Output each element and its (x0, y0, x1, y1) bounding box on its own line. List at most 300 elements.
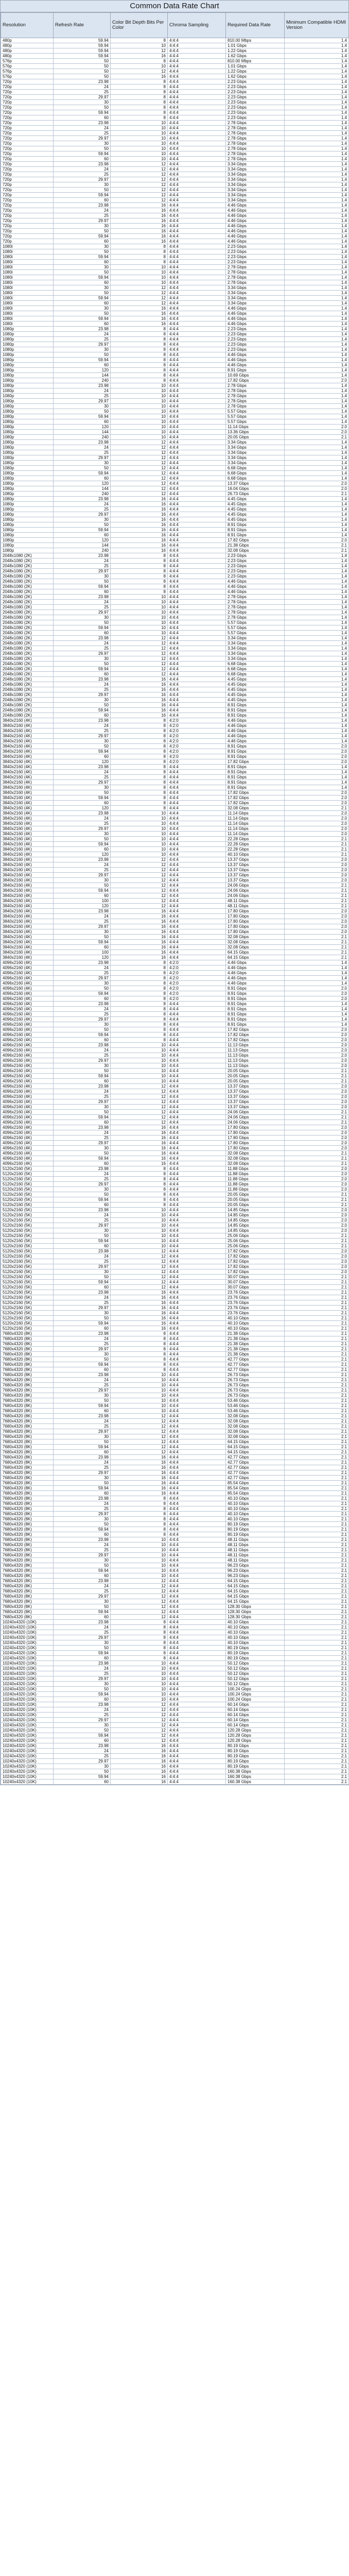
chroma-cell: 4:4:4 (168, 126, 226, 131)
refresh-rate-cell: 24 (54, 1584, 111, 1589)
resolution-cell: 5120x2160 (5K) (1, 1295, 54, 1300)
refresh-rate-cell: 25 (54, 450, 111, 455)
table-row (1, 826, 349, 832)
resolution-cell: 10240x4320 (10K) (1, 1774, 54, 1780)
chroma-cell: 4:4:4 (168, 1671, 226, 1676)
bit-depth-cell: 16 (111, 1743, 168, 1749)
bit-depth-cell: 12 (111, 868, 168, 873)
hdmi-version-cell: 1.4 (285, 342, 349, 347)
table-row (1, 919, 349, 924)
resolution-cell: 720p (1, 115, 54, 121)
refresh-rate-cell: 59.94 (54, 316, 111, 321)
refresh-rate-cell: 60 (54, 1450, 111, 1455)
bit-depth-cell: 8 (111, 1012, 168, 1017)
hdmi-version-cell: 2.1 (285, 1311, 349, 1316)
bit-depth-cell: 8 (111, 38, 168, 43)
hdmi-version-cell: 2.1 (285, 1481, 349, 1486)
hdmi-version-cell: 1.4 (285, 218, 349, 224)
table-row (1, 1316, 349, 1321)
chroma-cell: 4:4:4 (168, 466, 226, 471)
data-rate-cell: 17.82 Gbps (226, 1032, 285, 1038)
data-rate-cell: 2.78 Gbps (226, 275, 285, 280)
hdmi-version-cell: 2.1 (285, 1640, 349, 1646)
resolution-cell: 3840x2160 (4K) (1, 904, 54, 909)
refresh-rate-cell: 59.94 (54, 1486, 111, 1491)
resolution-cell: 1080p (1, 337, 54, 342)
chroma-cell: 4:4:4 (168, 899, 226, 904)
table-row (1, 708, 349, 713)
resolution-cell: 720p (1, 121, 54, 126)
table-row (1, 383, 349, 388)
bit-depth-cell: 8 (111, 1522, 168, 1527)
resolution-cell: 1080p (1, 352, 54, 358)
data-rate-cell: 11.14 Gbps (226, 832, 285, 837)
refresh-rate-cell: 60 (54, 1780, 111, 1785)
data-rate-cell: 17.80 Gbps (226, 1141, 285, 1146)
bit-depth-cell: 12 (111, 177, 168, 182)
data-rate-cell: 2.78 Gbps (226, 383, 285, 388)
refresh-rate-cell: 240 (54, 435, 111, 440)
chroma-cell: 4:4:4 (168, 1331, 226, 1336)
bit-depth-cell: 12 (111, 1115, 168, 1120)
bit-depth-cell: 12 (111, 1264, 168, 1269)
hdmi-version-cell: 2.0 (285, 1254, 349, 1259)
chroma-cell: 4:4:4 (168, 1450, 226, 1455)
resolution-cell: 10240x4320 (10K) (1, 1620, 54, 1625)
data-rate-cell: 14.85 Gbps (226, 1218, 285, 1223)
hdmi-version-cell: 2.0 (285, 1048, 349, 1053)
refresh-rate-cell: 25 (54, 507, 111, 512)
hdmi-version-cell: 2.0 (285, 832, 349, 837)
bit-depth-cell: 16 (111, 1290, 168, 1295)
table-row (1, 136, 349, 141)
data-rate-cell: 4.46 Gbps (226, 579, 285, 584)
chroma-cell: 4:4:4 (168, 1156, 226, 1161)
chroma-cell: 4:4:4 (168, 1692, 226, 1697)
chroma-cell: 4:4:4 (168, 1264, 226, 1269)
data-rate-cell: 2.23 Gbps (226, 332, 285, 337)
bit-depth-cell: 12 (111, 1269, 168, 1275)
refresh-rate-cell: 30 (54, 1764, 111, 1769)
refresh-rate-cell: 24 (54, 816, 111, 821)
header-min-hdmi-version: Minimum Compatible HDMI Version (285, 13, 349, 38)
hdmi-version-cell: 2.1 (285, 1244, 349, 1249)
chroma-cell: 4:4:4 (168, 1115, 226, 1120)
bit-depth-cell: 16 (111, 1141, 168, 1146)
hdmi-version-cell: 2.0 (285, 1259, 349, 1264)
bit-depth-cell: 8 (111, 960, 168, 965)
bit-depth-cell: 12 (111, 455, 168, 461)
refresh-rate-cell: 60 (54, 1573, 111, 1579)
data-rate-cell: 6.68 Gbps (226, 672, 285, 677)
refresh-rate-cell: 23.98 (54, 1125, 111, 1130)
hdmi-version-cell: 2.0 (285, 996, 349, 1002)
data-rate-cell: 64.15 Gbps (226, 1450, 285, 1455)
bit-depth-cell: 8 (111, 734, 168, 739)
chroma-cell: 4:4:4 (168, 316, 226, 321)
chroma-cell: 4:4:4 (168, 1661, 226, 1666)
table-row (1, 1249, 349, 1254)
bit-depth-cell: 16 (111, 950, 168, 955)
hdmi-version-cell: 1.4 (285, 734, 349, 739)
refresh-rate-cell: 24 (54, 1501, 111, 1506)
refresh-rate-cell: 59.94 (54, 1321, 111, 1326)
bit-depth-cell: 12 (111, 641, 168, 646)
table-row (1, 1424, 349, 1429)
refresh-rate-cell: 30 (54, 1105, 111, 1110)
refresh-rate-cell: 29.97 (54, 1759, 111, 1764)
hdmi-version-cell: 1.4 (285, 461, 349, 466)
bit-depth-cell: 16 (111, 203, 168, 208)
table-row (1, 311, 349, 316)
resolution-cell: 10240x4320 (10K) (1, 1676, 54, 1682)
table-row (1, 600, 349, 605)
hdmi-version-cell: 1.4 (285, 404, 349, 409)
table-row (1, 90, 349, 95)
data-rate-cell: 8.91 Gbps (226, 749, 285, 754)
resolution-cell: 4096x2160 (4K) (1, 1105, 54, 1110)
resolution-cell: 10240x4320 (10K) (1, 1749, 54, 1754)
data-rate-cell: 3.34 Gbps (226, 301, 285, 306)
table-row (1, 1656, 349, 1661)
chroma-cell: 4:4:4 (168, 1743, 226, 1749)
hdmi-version-cell: 1.4 (285, 301, 349, 306)
data-rate-cell: 2.23 Gbps (226, 558, 285, 564)
hdmi-version-cell: 2.0 (285, 929, 349, 935)
hdmi-version-cell: 2.0 (285, 481, 349, 486)
resolution-cell: 1080p (1, 502, 54, 507)
table-row (1, 193, 349, 198)
bit-depth-cell: 16 (111, 698, 168, 703)
chroma-cell: 4:4:4 (168, 1316, 226, 1321)
refresh-rate-cell: 50 (54, 69, 111, 74)
resolution-cell: 1080p (1, 430, 54, 435)
bit-depth-cell: 16 (111, 1481, 168, 1486)
bit-depth-cell: 12 (111, 636, 168, 641)
table-row (1, 1367, 349, 1372)
bit-depth-cell: 10 (111, 1543, 168, 1548)
chroma-cell: 4:4:4 (168, 1136, 226, 1141)
table-row (1, 1486, 349, 1491)
data-rate-cell: 32.08 Gbps (226, 1161, 285, 1166)
data-rate-cell: 4.45 Gbps (226, 682, 285, 687)
chroma-cell: 4:4:4 (168, 84, 226, 90)
hdmi-version-cell: 1.4 (285, 198, 349, 203)
chroma-cell: 4:4:4 (168, 1625, 226, 1630)
table-row (1, 775, 349, 780)
hdmi-version-cell: 1.4 (285, 321, 349, 327)
refresh-rate-cell: 25 (54, 131, 111, 136)
refresh-rate-cell: 120 (54, 481, 111, 486)
refresh-rate-cell: 23.98 (54, 1166, 111, 1172)
chroma-cell: 4:4:4 (168, 43, 226, 48)
data-rate-cell: 2.23 Gbps (226, 115, 285, 121)
refresh-rate-cell: 30 (54, 832, 111, 837)
data-rate-cell: 8.91 Gbps (226, 744, 285, 749)
resolution-cell: 10240x4320 (10K) (1, 1764, 54, 1769)
refresh-rate-cell: 59.94 (54, 795, 111, 801)
chroma-cell: 4:4:4 (168, 1682, 226, 1687)
data-rate-cell: 80.19 Gbps (226, 1532, 285, 1537)
hdmi-version-cell: 2.1 (285, 1604, 349, 1609)
hdmi-version-cell: 2.1 (285, 1110, 349, 1115)
bit-depth-cell: 16 (111, 1476, 168, 1481)
bit-depth-cell: 10 (111, 43, 168, 48)
refresh-rate-cell: 29.97 (54, 455, 111, 461)
refresh-rate-cell: 23.98 (54, 1043, 111, 1048)
chroma-cell: 4:4:4 (168, 425, 226, 430)
refresh-rate-cell: 60 (54, 363, 111, 368)
table-row (1, 548, 349, 553)
chroma-cell: 4:4:4 (168, 1728, 226, 1733)
refresh-rate-cell: 23.98 (54, 765, 111, 770)
refresh-rate-cell: 50 (54, 352, 111, 358)
data-rate-cell: 2.78 Gbps (226, 157, 285, 162)
data-rate-cell: 23.76 Gbps (226, 1290, 285, 1295)
hdmi-version-cell: 2.0 (285, 1223, 349, 1228)
refresh-rate-cell: 50 (54, 1481, 111, 1486)
chroma-cell: 4:4:4 (168, 1275, 226, 1280)
resolution-cell: 7680x4320 (8K) (1, 1372, 54, 1378)
data-rate-cell: 40.10 Gbps (226, 1517, 285, 1522)
data-rate-cell: 50.12 Gbps (226, 1671, 285, 1676)
table-row (1, 1120, 349, 1125)
refresh-rate-cell: 30 (54, 1640, 111, 1646)
data-rate-cell: 4.45 Gbps (226, 698, 285, 703)
bit-depth-cell: 10 (111, 121, 168, 126)
hdmi-version-cell: 2.1 (285, 1661, 349, 1666)
table-row (1, 239, 349, 244)
refresh-rate-cell: 25 (54, 687, 111, 692)
resolution-cell: 7680x4320 (8K) (1, 1615, 54, 1620)
bit-depth-cell: 8 (111, 795, 168, 801)
bit-depth-cell: 8 (111, 342, 168, 347)
refresh-rate-cell: 30 (54, 285, 111, 291)
hdmi-version-cell: 1.4 (285, 121, 349, 126)
refresh-rate-cell: 30 (54, 1146, 111, 1151)
hdmi-version-cell: 1.4 (285, 595, 349, 600)
table-row (1, 986, 349, 991)
resolution-cell: 3840x2160 (4K) (1, 821, 54, 826)
resolution-cell: 480p (1, 43, 54, 48)
bit-depth-cell: 8 (111, 1331, 168, 1336)
data-rate-cell: 48.11 Gbps (226, 1543, 285, 1548)
data-rate-cell: 17.82 Gbps (226, 378, 285, 383)
resolution-cell: 720p (1, 234, 54, 239)
hdmi-version-cell: 2.0 (285, 1218, 349, 1223)
resolution-cell: 720p (1, 79, 54, 84)
data-rate-cell: 14.85 Gbps (226, 1228, 285, 1233)
table-row (1, 996, 349, 1002)
chroma-cell: 4:4:4 (168, 625, 226, 631)
data-rate-cell: 26.73 Gbps (226, 1393, 285, 1398)
resolution-cell: 3840x2160 (4K) (1, 842, 54, 847)
table-row (1, 904, 349, 909)
bit-depth-cell: 12 (111, 1429, 168, 1434)
chroma-cell: 4:4:4 (168, 244, 226, 249)
table-row (1, 301, 349, 306)
hdmi-version-cell: 1.4 (285, 512, 349, 517)
refresh-rate-cell: 50 (54, 522, 111, 528)
data-rate-cell: 8.91 Gbps (226, 1012, 285, 1017)
refresh-rate-cell: 29.97 (54, 610, 111, 615)
table-row (1, 656, 349, 662)
chroma-cell: 4:4:4 (168, 1177, 226, 1182)
hdmi-version-cell: 2.0 (285, 1099, 349, 1105)
chroma-cell: 4:4:4 (168, 564, 226, 569)
hdmi-version-cell: 1.4 (285, 765, 349, 770)
bit-depth-cell: 12 (111, 888, 168, 893)
data-rate-cell: 80.19 Gbps (226, 1759, 285, 1764)
table-row (1, 605, 349, 610)
bit-depth-cell: 16 (111, 935, 168, 940)
refresh-rate-cell: 59.94 (54, 842, 111, 847)
resolution-cell: 7680x4320 (8K) (1, 1522, 54, 1527)
resolution-cell: 7680x4320 (8K) (1, 1517, 54, 1522)
bit-depth-cell: 8 (111, 368, 168, 373)
bit-depth-cell: 16 (111, 507, 168, 512)
chroma-cell: 4:4:4 (168, 1754, 226, 1759)
refresh-rate-cell: 59.94 (54, 358, 111, 363)
resolution-cell: 1080i (1, 291, 54, 296)
data-rate-cell: 2.23 Gbps (226, 84, 285, 90)
hdmi-version-cell: 1.4 (285, 703, 349, 708)
data-rate-cell: 17.80 Gbps (226, 909, 285, 914)
resolution-cell: 1080p (1, 383, 54, 388)
resolution-cell: 1080i (1, 255, 54, 260)
bit-depth-cell: 8 (111, 1651, 168, 1656)
table-row (1, 991, 349, 996)
chroma-cell: 4:4:4 (168, 765, 226, 770)
data-rate-cell: 2.78 Gbps (226, 146, 285, 151)
table-row (1, 347, 349, 352)
resolution-cell: 1080p (1, 378, 54, 383)
bit-depth-cell: 16 (111, 517, 168, 522)
resolution-cell: 7680x4320 (8K) (1, 1599, 54, 1604)
chroma-cell: 4:4:4 (168, 868, 226, 873)
hdmi-version-cell: 2.1 (285, 1486, 349, 1491)
bit-depth-cell: 10 (111, 126, 168, 131)
table-row (1, 1043, 349, 1048)
refresh-rate-cell: 60 (54, 1532, 111, 1537)
table-row (1, 868, 349, 873)
refresh-rate-cell: 25 (54, 728, 111, 734)
chroma-cell: 4:4:4 (168, 1197, 226, 1202)
refresh-rate-cell: 24 (54, 332, 111, 337)
table-row (1, 1079, 349, 1084)
hdmi-version-cell: 2.0 (285, 1089, 349, 1094)
table-row (1, 1053, 349, 1058)
bit-depth-cell: 8 (111, 564, 168, 569)
data-rate-cell: 3.34 Gbps (226, 636, 285, 641)
refresh-rate-cell: 30 (54, 1723, 111, 1728)
data-rate-cell: 17.80 Gbps (226, 919, 285, 924)
data-rate-cell: 13.37 Gbps (226, 1084, 285, 1089)
data-rate-cell: 5.57 Gbps (226, 631, 285, 636)
hdmi-version-cell: 1.4 (285, 677, 349, 682)
hdmi-version-cell: 1.4 (285, 280, 349, 285)
refresh-rate-cell: 60 (54, 801, 111, 806)
table-row (1, 1182, 349, 1187)
chroma-cell: 4:4:4 (168, 528, 226, 533)
table-row (1, 1280, 349, 1285)
data-rate-cell: 26.73 Gbps (226, 1378, 285, 1383)
chroma-cell: 4:4:4 (168, 909, 226, 914)
resolution-cell: 720p (1, 131, 54, 136)
bit-depth-cell: 10 (111, 280, 168, 285)
resolution-cell: 3840x2160 (4K) (1, 759, 54, 765)
data-rate-cell: 4.46 Gbps (226, 203, 285, 208)
refresh-rate-cell: 29.97 (54, 1676, 111, 1682)
hdmi-version-cell: 2.0 (285, 1208, 349, 1213)
resolution-cell: 5120x2160 (5K) (1, 1285, 54, 1290)
bit-depth-cell: 16 (111, 502, 168, 507)
hdmi-version-cell: 1.4 (285, 79, 349, 84)
resolution-cell: 3840x2160 (4K) (1, 739, 54, 744)
resolution-cell: 10240x4320 (10K) (1, 1635, 54, 1640)
hdmi-version-cell: 2.1 (285, 1579, 349, 1584)
chroma-cell: 4:4:4 (168, 146, 226, 151)
resolution-cell: 1080p (1, 440, 54, 445)
hdmi-version-cell: 2.1 (285, 1331, 349, 1336)
bit-depth-cell: 8 (111, 1197, 168, 1202)
hdmi-version-cell: 1.4 (285, 533, 349, 538)
chroma-cell: 4:4:4 (168, 270, 226, 275)
hdmi-version-cell: 2.1 (285, 1692, 349, 1697)
hdmi-version-cell: 2.1 (285, 1239, 349, 1244)
chroma-cell: 4:4:4 (168, 337, 226, 342)
chroma-cell: 4:4:4 (168, 857, 226, 862)
chroma-cell: 4:4:4 (168, 1403, 226, 1409)
resolution-cell: 720p (1, 177, 54, 182)
bit-depth-cell: 12 (111, 193, 168, 198)
table-row (1, 1161, 349, 1166)
resolution-cell: 3840x2160 (4K) (1, 862, 54, 868)
resolution-cell: 576p (1, 59, 54, 64)
chroma-cell: 4:4:4 (168, 610, 226, 615)
bit-depth-cell: 16 (111, 914, 168, 919)
resolution-cell: 3840x2160 (4K) (1, 770, 54, 775)
chroma-cell: 4:4:4 (168, 1424, 226, 1429)
bit-depth-cell: 8 (111, 574, 168, 579)
data-rate-cell: 17.82 Gbps (226, 1269, 285, 1275)
resolution-cell: 7680x4320 (8K) (1, 1501, 54, 1506)
hdmi-version-cell: 2.0 (285, 538, 349, 543)
chroma-cell: 4:4:4 (168, 1120, 226, 1125)
chroma-cell: 4:4:4 (168, 239, 226, 244)
bit-depth-cell: 10 (111, 1409, 168, 1414)
table-row (1, 847, 349, 852)
chroma-cell: 4:4:4 (168, 1342, 226, 1347)
table-row (1, 1032, 349, 1038)
table-row (1, 455, 349, 461)
table-row (1, 1537, 349, 1543)
hdmi-version-cell: 2.1 (285, 1522, 349, 1527)
resolution-cell: 7680x4320 (8K) (1, 1342, 54, 1347)
resolution-cell: 7680x4320 (8K) (1, 1455, 54, 1460)
resolution-cell: 7680x4320 (8K) (1, 1414, 54, 1419)
chroma-cell: 4:4:4 (168, 1491, 226, 1496)
resolution-cell: 3840x2160 (4K) (1, 847, 54, 852)
data-rate-cell: 8.91 Gbps (226, 1022, 285, 1027)
bit-depth-cell: 8 (111, 569, 168, 574)
bit-depth-cell: 12 (111, 188, 168, 193)
chroma-cell: 4:4:4 (168, 1094, 226, 1099)
data-rate-cell: 17.82 Gbps (226, 1249, 285, 1254)
chroma-cell: 4:4:4 (168, 1676, 226, 1682)
table-row (1, 471, 349, 476)
resolution-cell: 7680x4320 (8K) (1, 1409, 54, 1414)
